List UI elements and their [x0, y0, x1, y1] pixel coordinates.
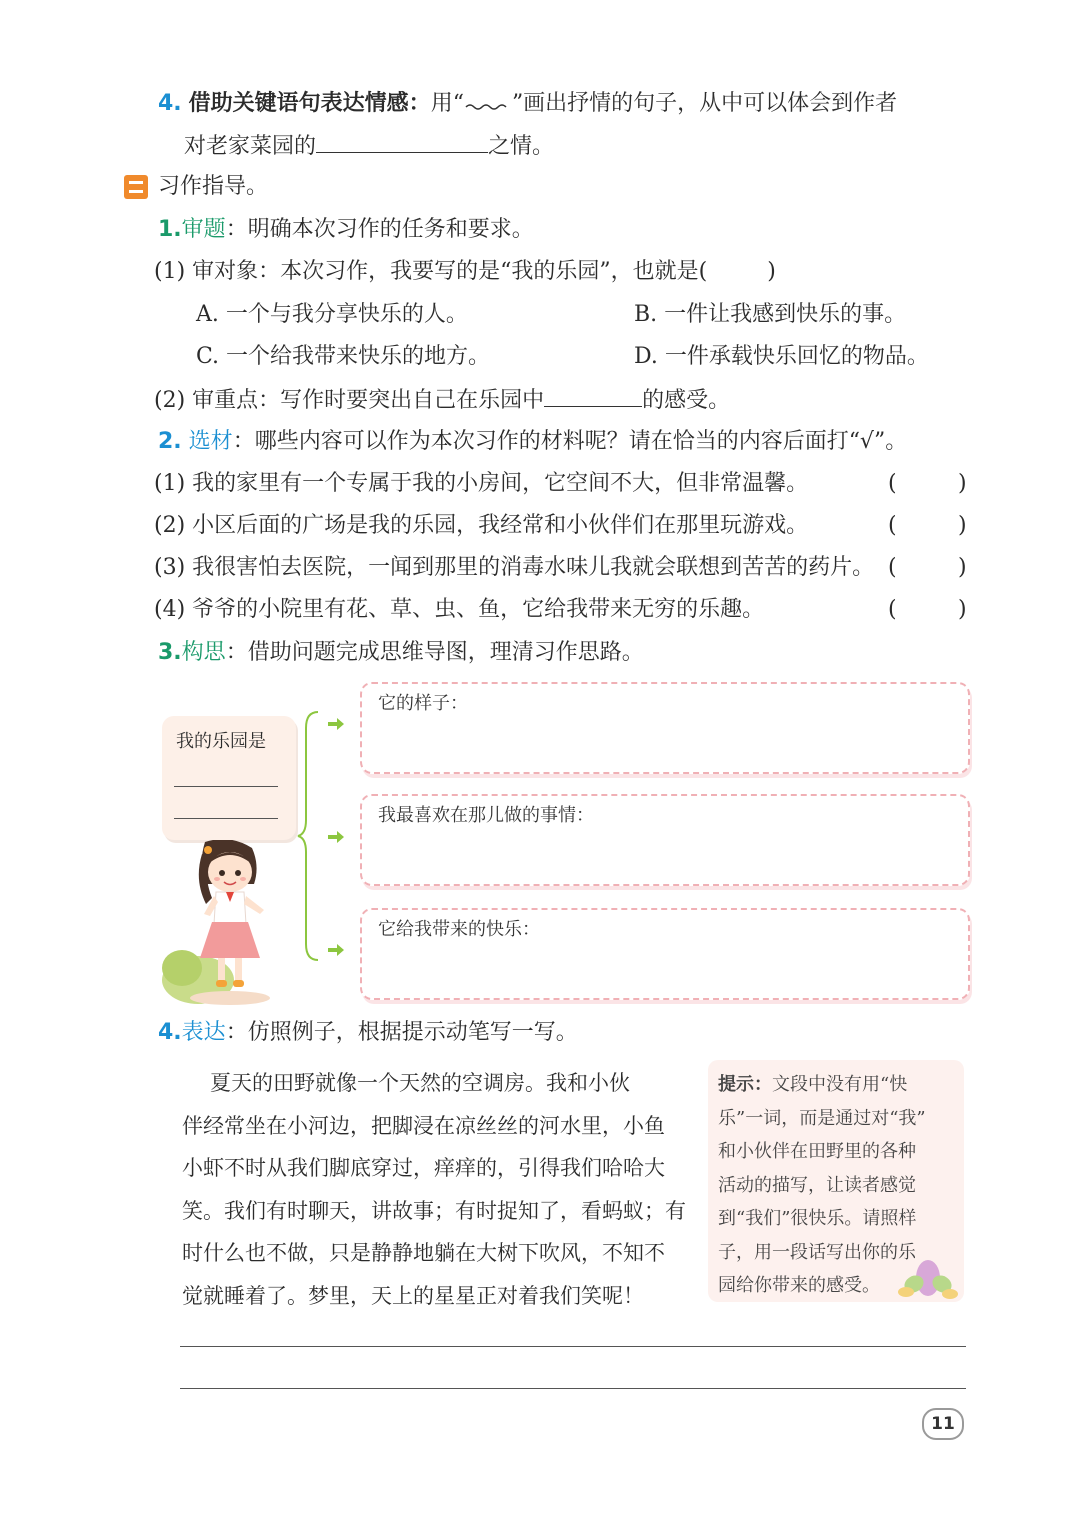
- s3-number: 3.: [158, 640, 182, 665]
- s2-paren-close-1: ): [958, 471, 967, 496]
- s1-q2-a: (2) 审重点：写作时要突出自己在乐园中: [154, 388, 545, 413]
- s4-heading: [158, 1018, 578, 1048]
- mind-box-label: 它给我带来的快乐：: [378, 919, 540, 940]
- s2-check-4[interactable]: [902, 595, 954, 625]
- center-blank-1[interactable]: [174, 786, 278, 787]
- s3-text: ：借助问题完成思维导图，理清习作思路。: [225, 640, 644, 665]
- s2-check-1[interactable]: [902, 469, 954, 499]
- s1-q2-b: 的感受。: [642, 388, 731, 413]
- girl-illustration: [160, 840, 290, 1006]
- s2-item-1: (1) 我的家里有一个专属于我的小房间，它空间不大，但非常温馨。: [154, 471, 809, 496]
- page-number: 11: [922, 1408, 964, 1440]
- q4-line2-b: 之情。: [488, 134, 555, 159]
- mind-box-label: 我最喜欢在那儿做的事情：: [378, 805, 594, 826]
- mind-box-activities[interactable]: [360, 794, 970, 886]
- tip-label: 提示：: [718, 1074, 772, 1095]
- tip-line: 乐”一词，而是通过对“我”: [718, 1107, 926, 1129]
- q4-blank[interactable]: [316, 130, 488, 153]
- writing-line-2[interactable]: [180, 1388, 966, 1389]
- s1-q2-blank[interactable]: [544, 384, 642, 407]
- tip-line: 活动的描写，让读者感觉: [718, 1174, 916, 1196]
- flower-decoration-icon: [896, 1254, 960, 1300]
- section-title: 习作指导。: [158, 174, 269, 199]
- mind-map-center: [162, 716, 296, 840]
- s2-paren-open-4: (: [888, 597, 897, 622]
- s1-option-c[interactable]: C. 一个给我带来快乐的地方。: [196, 344, 491, 369]
- s2-item-2: (2) 小区后面的广场是我的乐园，我经常和小伙伴们在那里玩游戏。: [154, 513, 809, 538]
- mind-box-appearance[interactable]: [360, 682, 970, 774]
- arrow-right-icon: [328, 830, 344, 844]
- example-line: 笑。我们有时聊天，讲故事；有时捉知了，看蚂蚁；有: [182, 1198, 686, 1223]
- q4-line1: [158, 88, 897, 119]
- s1-option-a[interactable]: A. 一个与我分享快乐的人。: [196, 302, 468, 327]
- tip-line: 子，用一段话写出你的乐: [718, 1241, 916, 1263]
- tip-line: 园给你带来的感受。: [718, 1275, 880, 1296]
- s2-check-3[interactable]: [902, 553, 954, 583]
- s1-text: ：明确本次习作的任务和要求。: [225, 217, 534, 242]
- mind-box-label: 它的样子：: [378, 693, 468, 714]
- s1-heading: [158, 215, 534, 245]
- mind-map-brace: [296, 708, 326, 964]
- tip-line: 到“我们”很快乐。请照样: [718, 1208, 917, 1229]
- s4-keyword: 表达: [181, 1020, 226, 1045]
- mind-map-center-label: 我的乐园是: [176, 731, 266, 752]
- example-line: 伴经常坐在小河边，把脚浸在凉丝丝的河水里，小鱼: [182, 1113, 665, 1138]
- s2-paren-open-3: (: [888, 555, 897, 580]
- s1-number: 1.: [158, 217, 182, 242]
- s4-text: ：仿照例子，根据提示动笔写一写。: [225, 1020, 578, 1045]
- s3-keyword: 构思: [181, 640, 226, 665]
- wavy-underline-icon: [464, 88, 512, 110]
- arrow-right-icon: [328, 717, 344, 731]
- s4-number: 4.: [158, 1020, 182, 1045]
- s2-paren-close-3: ): [958, 555, 967, 580]
- s2-paren-close-2: ): [958, 513, 967, 538]
- s2-number: 2.: [158, 429, 182, 454]
- q4-text-a: 用“: [430, 91, 464, 116]
- s1-q1-close: ): [767, 259, 776, 284]
- s2-item-4: (4) 爷爷的小院里有花、草、虫、鱼，它给我带来无穷的乐趣。: [154, 597, 765, 622]
- example-line: 觉就睡着了。梦里，天上的星星正对着我们笑呢！: [182, 1283, 644, 1308]
- q4-line2-a: 对老家菜园的: [184, 134, 317, 159]
- q4-line2: [184, 130, 554, 162]
- example-line: 夏天的田野就像一个天然的空调房。我和小伙: [210, 1071, 630, 1095]
- example-line: 小虾不时从我们脚底穿过，痒痒的，引得我们哈哈大: [182, 1156, 665, 1180]
- s2-paren-open-1: (: [888, 471, 897, 496]
- tip-box: [708, 1060, 964, 1302]
- example-paragraph: [182, 1062, 686, 1317]
- tip-line: 和小伙伴在田野里的各种: [718, 1141, 916, 1162]
- q4-text-b: ”画出抒情的句子，从中可以体会到作者: [511, 91, 898, 116]
- s1-q1: [154, 257, 776, 287]
- s1-keyword: 审题: [181, 217, 226, 242]
- s2-paren-open-2: (: [888, 513, 897, 538]
- s3-heading: [158, 638, 644, 668]
- center-blank-2[interactable]: [174, 818, 278, 819]
- writing-line-1[interactable]: [180, 1346, 966, 1347]
- s2-text: ：哪些内容可以作为本次习作的材料呢？请在恰当的内容后面打“√”。: [232, 429, 908, 454]
- s2-paren-close-4: ): [958, 597, 967, 622]
- s2-item-3: (3) 我很害怕去医院，一闻到那里的消毒水味儿我就会联想到苦苦的药片。: [154, 555, 875, 580]
- example-line: 时什么也不做，只是静静地躺在大树下吹风，不知不: [182, 1241, 665, 1265]
- s1-option-b[interactable]: B. 一件让我感到快乐的事。: [634, 302, 907, 327]
- arrow-right-icon: [328, 943, 344, 957]
- q4-number: 4.: [158, 91, 182, 116]
- s2-heading: [158, 427, 907, 457]
- s1-q1-text: (1) 审对象：本次习作，我要写的是“我的乐园”，也就是(: [154, 259, 708, 284]
- s2-check-2[interactable]: [902, 511, 954, 541]
- q4-title: 借助关键语句表达情感：: [188, 91, 431, 116]
- section-badge-icon: [124, 175, 148, 199]
- s1-option-d[interactable]: D. 一件承载快乐回忆的物品。: [634, 344, 929, 369]
- s2-keyword: 选材: [188, 429, 233, 454]
- tip-line: 提示：文段中没有用“快: [718, 1074, 908, 1095]
- s1-q2: [154, 384, 730, 416]
- mind-box-happiness[interactable]: [360, 908, 970, 1000]
